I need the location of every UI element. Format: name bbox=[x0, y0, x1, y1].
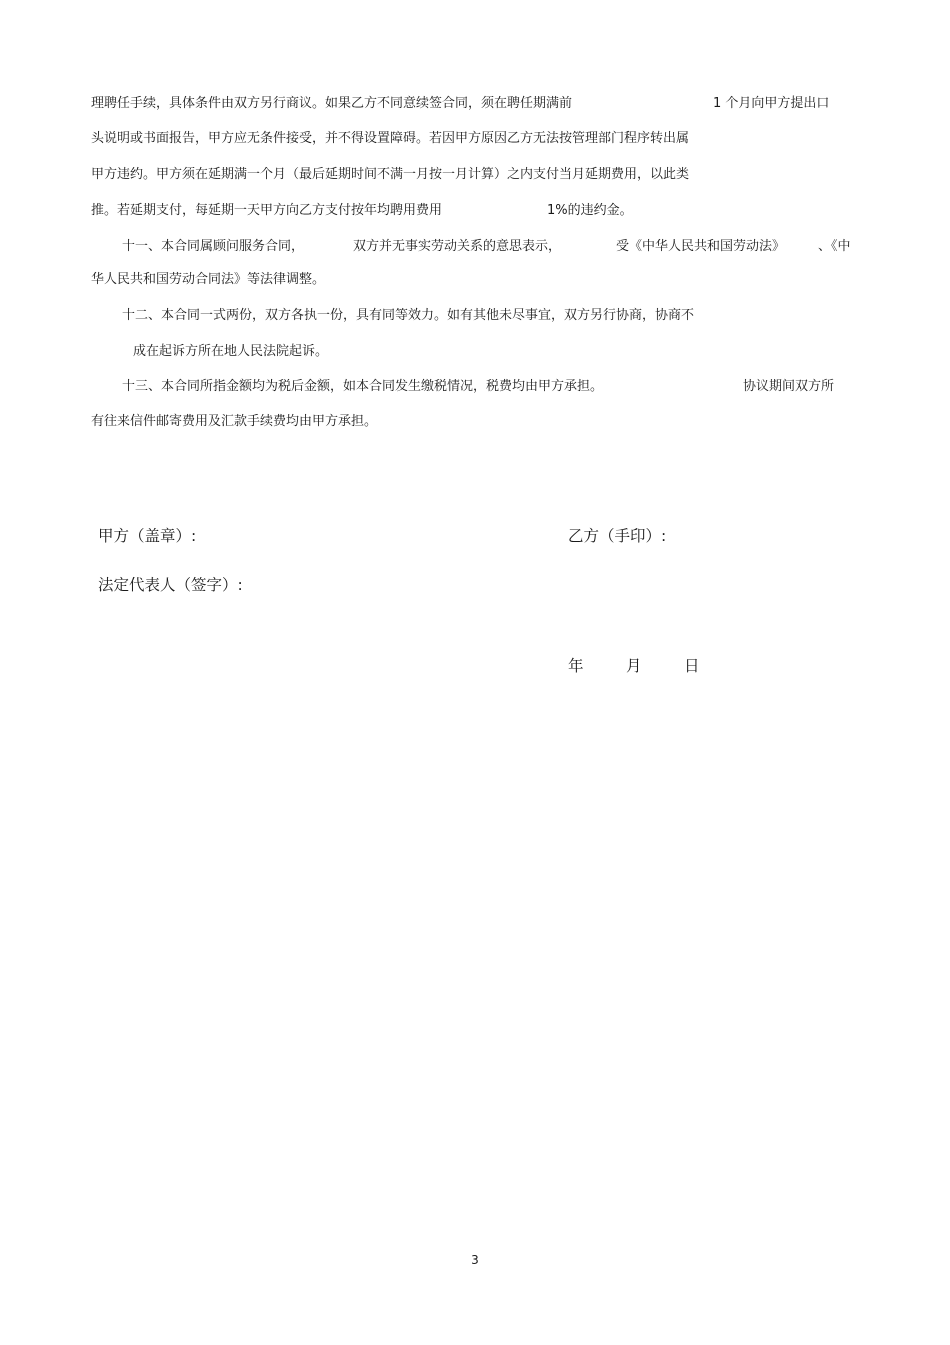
clause-11-line bbox=[122, 238, 304, 256]
clause-11-line bbox=[616, 238, 785, 256]
clause-13-line bbox=[743, 378, 834, 396]
clause-11-line bbox=[91, 271, 325, 289]
body-line bbox=[91, 166, 689, 184]
body-line bbox=[91, 130, 689, 148]
date-day-label: 日 bbox=[684, 657, 700, 675]
legal-representative-label: 法定代表人（签字）: bbox=[98, 576, 243, 594]
text-segment: 理聘任手续，具体条件由双方另行商议。如果乙方不同意续签合同，须在聘任期满前 bbox=[91, 96, 573, 111]
text-segment: 有往来信件邮寄费用及汇款手续费均由甲方承担。 bbox=[91, 414, 378, 429]
date-year-label: 年 bbox=[568, 657, 584, 675]
clause-12-line bbox=[122, 307, 694, 325]
date-month-label: 月 bbox=[626, 657, 642, 675]
page-number: 3 bbox=[471, 1253, 479, 1267]
body-line bbox=[91, 95, 572, 113]
text-segment: 华人民共和国劳动合同法》等法律调整。 bbox=[91, 272, 326, 287]
clause-13-line bbox=[122, 378, 603, 396]
clause-11-line bbox=[818, 238, 851, 256]
text-segment: 头说明或书面报告，甲方应无条件接受，并不得设置障碍。若因甲方原因乙方无法按管理部门程序转出属 bbox=[91, 131, 690, 146]
text-segment: 受《中华人民共和国劳动法》 bbox=[616, 239, 786, 254]
clause-11-line bbox=[353, 238, 561, 256]
text-segment: 十一、本合同属顾问服务合同， bbox=[122, 239, 305, 254]
body-line bbox=[547, 202, 633, 220]
body-line bbox=[713, 95, 829, 113]
text-segment: 推。若延期支付，每延期一天甲方向乙方支付按年均聘用费用 bbox=[91, 203, 443, 218]
text-segment: 、《中 bbox=[818, 239, 851, 254]
text-segment: 1%的违约金。 bbox=[547, 203, 633, 218]
text-segment: 十三、本合同所指金额均为税后金额，如本合同发生缴税情况，税费均由甲方承担。 bbox=[122, 379, 604, 394]
text-segment: 成在起诉方所在地人民法院起诉。 bbox=[133, 344, 329, 359]
text-segment: 双方并无事实劳动关系的意思表示， bbox=[353, 239, 562, 254]
text-segment: 十二、本合同一式两份，双方各执一份，具有同等效力。如有其他未尽事宜，双方另行协商，协商不 bbox=[122, 308, 695, 323]
clause-12-line bbox=[133, 343, 328, 361]
text-segment: 甲方违约。甲方须在延期满一个月（最后延期时间不满一月按一月计算）之内支付当月延期费用，以此类 bbox=[91, 167, 690, 182]
clause-13-line bbox=[91, 413, 377, 431]
party-b-thumbprint-label: 乙方（手印）: bbox=[568, 527, 667, 545]
party-a-seal-label: 甲方（盖章）: bbox=[98, 527, 197, 545]
text-segment: 协议期间双方所 bbox=[743, 379, 835, 394]
body-line bbox=[91, 202, 442, 220]
text-segment: 1 个月向甲方提出口 bbox=[713, 96, 830, 111]
